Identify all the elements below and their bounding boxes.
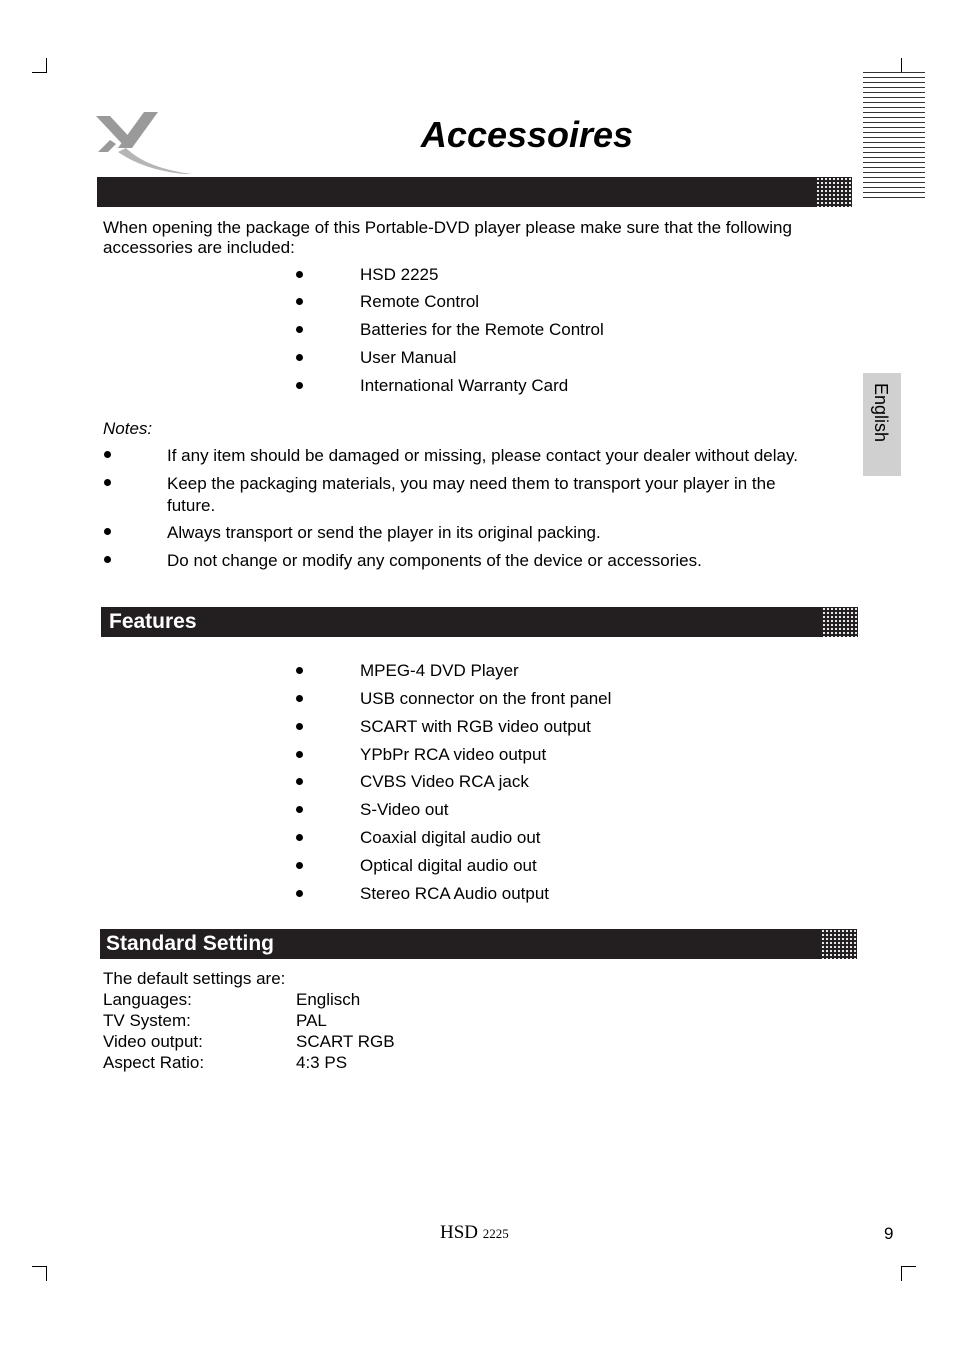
settings-row [103, 1010, 395, 1031]
bullet-icon [296, 862, 303, 869]
bar-dot-pattern [822, 607, 858, 637]
bullet-icon [296, 695, 303, 702]
note-item: Keep the packaging materials, you may need them to transport your player in the future. [167, 474, 776, 515]
notes-label: Notes: [103, 419, 153, 438]
crop-mark-top-right [901, 58, 916, 73]
settings-value: SCART RGB [296, 1032, 395, 1051]
bullet-icon [296, 751, 303, 758]
bullet-icon [296, 271, 303, 278]
page-number: 9 [884, 1224, 894, 1243]
note-item: Always transport or send the player in its original packing. [167, 523, 601, 542]
crop-mark-bottom-left [32, 1266, 47, 1281]
list-item: Batteries for the Remote Control [360, 320, 604, 339]
bar-dot-pattern [816, 177, 852, 207]
footer-model: 2225 [482, 1226, 509, 1241]
crop-mark-top-left [32, 58, 47, 73]
settings-row [103, 989, 395, 1010]
note-item: If any item should be damaged or missing, please contact your dealer without delay. [167, 446, 798, 465]
footer-product-logo [440, 1222, 509, 1244]
settings-value: PAL [296, 1011, 327, 1030]
list-item: Stereo RCA Audio output [360, 884, 550, 903]
list-item: YPbPr RCA video output [360, 745, 547, 764]
list-item: International Warranty Card [360, 376, 569, 395]
list-item: MPEG-4 DVD Player [360, 661, 519, 680]
page-title: Accessoires [420, 114, 634, 155]
crop-mark-bottom-right [901, 1266, 916, 1281]
bar-dot-pattern [821, 929, 857, 959]
bullet-icon [296, 326, 303, 333]
settings-table [103, 968, 395, 1073]
list-item: User Manual [360, 348, 457, 367]
settings-row [103, 1052, 395, 1073]
settings-key: TV System: [103, 1011, 191, 1030]
bullet-icon [104, 451, 111, 458]
list-item: SCART with RGB video output [360, 717, 591, 736]
bullet-icon [296, 382, 303, 389]
bullet-icon [296, 778, 303, 785]
settings-key: Languages: [103, 990, 192, 1009]
standard-setting-heading: Standard Setting [106, 932, 275, 955]
bullet-icon [296, 354, 303, 361]
settings-key: Video output: [103, 1032, 203, 1051]
bullet-icon [296, 806, 303, 813]
bullet-icon [104, 556, 111, 563]
bullet-icon [296, 723, 303, 730]
bullet-icon [104, 528, 111, 535]
features-heading-bar [101, 607, 858, 637]
title-bar [97, 177, 852, 207]
bullet-icon [296, 834, 303, 841]
list-item: USB connector on the front panel [360, 689, 612, 708]
list-item: Optical digital audio out [360, 856, 537, 875]
settings-value: Englisch [296, 990, 361, 1009]
settings-row [103, 1031, 395, 1052]
features-heading: Features [109, 610, 197, 633]
list-item: CVBS Video RCA jack [360, 772, 529, 791]
bullet-icon [296, 667, 303, 674]
standard-setting-heading-bar [100, 929, 857, 959]
intro-paragraph: When opening the package of this Portable-DVD player please make sure that the following accessories are included: [103, 218, 792, 257]
note-item: Do not change or modify any components of the device or accessories. [167, 551, 702, 570]
bullet-icon [296, 298, 303, 305]
list-item: Remote Control [360, 292, 480, 311]
settings-value: 4:3 PS [296, 1053, 348, 1072]
settings-intro: The default settings are: [103, 969, 286, 988]
bullet-icon [104, 479, 111, 486]
list-item: HSD 2225 [360, 265, 439, 284]
bullet-icon [296, 890, 303, 897]
list-item: Coaxial digital audio out [360, 828, 541, 847]
list-item: S-Video out [360, 800, 449, 819]
language-tab [863, 373, 901, 476]
footer-brand: HSD [440, 1222, 479, 1243]
language-tab-label: English [871, 383, 891, 443]
settings-key: Aspect Ratio: [103, 1053, 205, 1072]
